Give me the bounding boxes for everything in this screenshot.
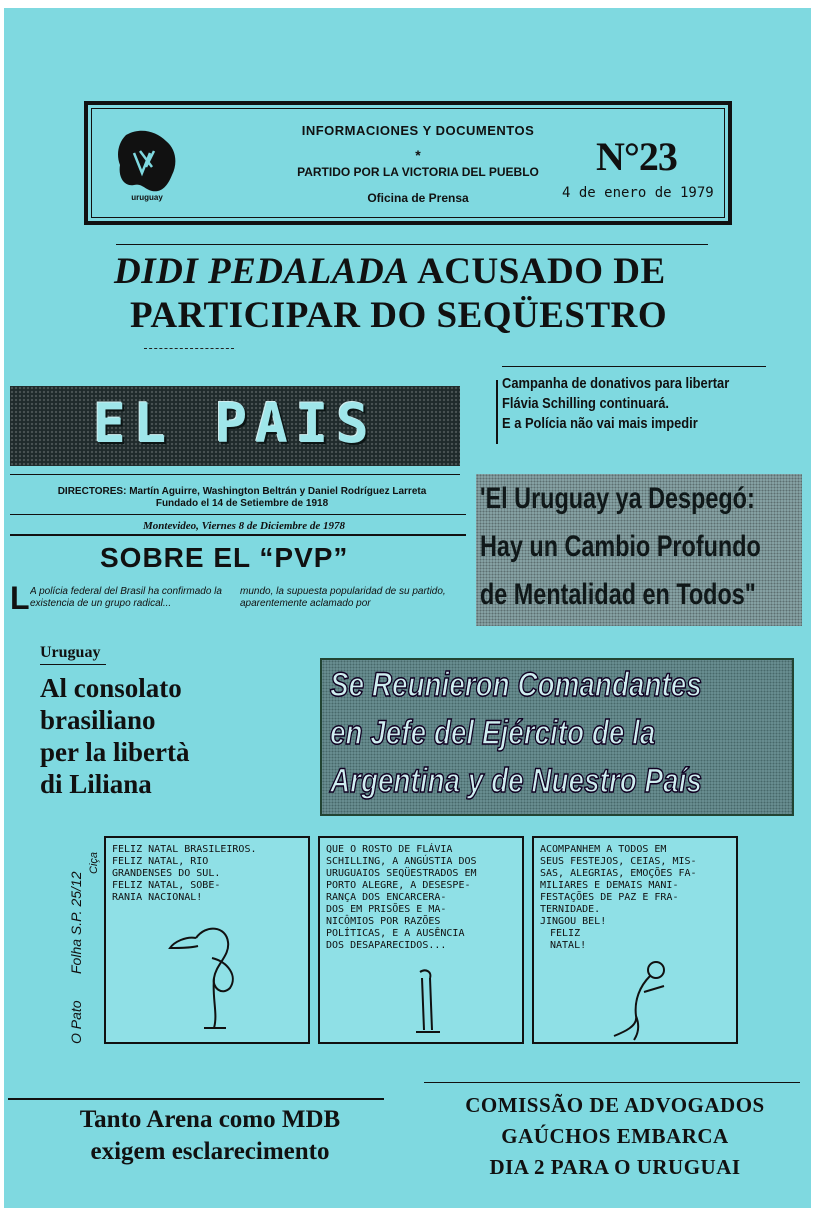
- bubble-line: FELIZ NATAL, RIO: [112, 856, 209, 867]
- comic-side-labels: [68, 844, 98, 1044]
- campanha-bar: [496, 380, 498, 444]
- sobre-pvp-headline: SOBRE EL “PVP”: [100, 542, 349, 573]
- bubble-line: DOS EM PRISÕES E MA-: [326, 904, 447, 915]
- bubble-line: FELIZ: [550, 928, 581, 939]
- article-column-b: mundo, la supuesta popularidad de su partido, aparentemente aclamado por: [240, 586, 446, 609]
- divider: [10, 474, 460, 475]
- bubble-line: ACOMPANHEM A TODOS EM: [540, 844, 667, 855]
- bubble-line: FESTAÇÕES DE PAZ E FRA-: [540, 892, 679, 903]
- campanha-line: Flávia Schilling continuará.: [502, 395, 670, 412]
- bubble-line: SAS, ALEGRIAS, EMOÇÕES FA-: [540, 868, 697, 879]
- divider: [116, 244, 708, 245]
- comissao-line: DIA 2 PARA O URUGUAI: [489, 1155, 741, 1179]
- comic-panel-2: [318, 836, 524, 1044]
- despego-line: 'El Uruguay ya Despegó:: [480, 482, 755, 515]
- comandantes-clipping: [320, 658, 794, 816]
- consolato-line: di Liliana: [40, 769, 152, 799]
- arena-headline: [30, 1104, 390, 1168]
- comandantes-line: en Jefe del Ejército de la: [330, 714, 656, 752]
- despego-clipping: [476, 474, 802, 626]
- comic-source: Folha S.P. 25/12: [68, 871, 84, 974]
- header-line-3: Oficina de Prensa: [367, 191, 469, 205]
- bubble-line: JINGOU BEL!: [540, 916, 607, 927]
- duck-character-icon: [594, 956, 684, 1042]
- divider: [40, 664, 106, 665]
- bubble-line: NATAL!: [550, 940, 587, 951]
- bubble-line: TERNIDADE.: [540, 904, 601, 915]
- pvp-logo-icon: [112, 127, 182, 197]
- el-pais-dateline: Montevideo, Viernes 8 de Diciembre de 1978: [143, 520, 345, 532]
- comandantes-line: Argentina y de Nuestro País: [330, 762, 702, 800]
- comic-strip: [100, 836, 804, 1046]
- header-star: *: [415, 147, 421, 163]
- bubble-line: FELIZ NATAL, SOBE-: [112, 880, 221, 891]
- comic-panel-1: [104, 836, 310, 1044]
- divider: [10, 534, 466, 536]
- despego-line: de Mentalidad en Todos": [480, 578, 756, 611]
- bubble-line: RANÇA DOS ENCARCERA-: [326, 892, 447, 903]
- consolato-line: brasiliano: [40, 705, 156, 735]
- didi-headline-italic: DIDI PEDALADA: [114, 251, 410, 292]
- campanha-line: Campanha de donativos para libertar: [502, 375, 730, 392]
- bubble-line: SCHILLING, A ANGÚSTIA DOS: [326, 856, 477, 867]
- bubble-line: DOS DESAPARECIDOS...: [326, 940, 447, 951]
- bubble-line: GRANDENSES DO SUL.: [112, 868, 221, 879]
- masthead-box: [84, 101, 732, 225]
- header-line-2: PARTIDO POR LA VICTORIA DEL PUEBLO: [297, 165, 539, 179]
- didi-headline-line-1: [114, 250, 666, 293]
- duck-character-icon: [400, 968, 450, 1038]
- document-page: [4, 8, 811, 1208]
- arena-line: Tanto Arena como MDB: [79, 1106, 341, 1133]
- didi-headline-rest: ACUSADO DE: [409, 251, 666, 292]
- comissao-line: GAÚCHOS EMBARCA: [501, 1124, 729, 1148]
- comic-credit: Ciça: [88, 851, 100, 874]
- issue-date: 4 de enero de 1979: [562, 185, 714, 201]
- divider: [10, 514, 466, 515]
- divider: [502, 366, 766, 367]
- consolato-headline: [40, 672, 189, 800]
- speech-bubble: [112, 844, 257, 904]
- divider: [144, 348, 234, 349]
- founded-line: Fundado el 14 de Setiembre de 1918: [155, 498, 329, 509]
- campanha-line: E a Polícia não vai mais impedir: [502, 415, 698, 432]
- arena-line: exigem esclarecimento: [90, 1138, 330, 1165]
- speech-bubble: [326, 844, 477, 952]
- comissao-line: COMISSÃO DE ADVOGADOS: [465, 1093, 765, 1117]
- didi-headline-line-2: PARTICIPAR DO SEQÜESTRO: [130, 295, 668, 336]
- bubble-line: QUE O ROSTO DE FLÁVIA: [326, 844, 453, 855]
- el-pais-masthead: [10, 386, 460, 466]
- bubble-line: RANIA NACIONAL!: [112, 892, 203, 903]
- consolato-line: Al consolato: [40, 673, 182, 703]
- bubble-line: URUGUAIOS SEQÜESTRADOS EM: [326, 868, 477, 879]
- duck-character-icon: [156, 918, 266, 1038]
- el-pais-title: EL PAIS: [93, 392, 377, 455]
- despego-line: Hay un Cambio Profundo: [480, 530, 761, 563]
- logo-label: uruguay: [131, 193, 163, 202]
- consolato-line: per la libertà: [40, 737, 190, 767]
- bubble-line: NICÔMIOS POR RAZÕES: [326, 916, 441, 927]
- bubble-line: PORTO ALEGRE, A DESESPE-: [326, 880, 471, 891]
- comic-title: O Pato: [68, 1000, 84, 1044]
- comissao-headline: [432, 1090, 798, 1183]
- bubble-line: FELIZ NATAL BRASILEIROS.: [112, 844, 257, 855]
- comic-panel-3: [532, 836, 738, 1044]
- bubble-line: POLÍTICAS, E A AUSÊNCIA: [326, 928, 465, 939]
- article-column-a: A polícia federal del Brasil ha confirmado la existencia de un grupo radical...: [30, 586, 222, 609]
- directors-line: DIRECTORES: Martín Aguirre, Washington Beltrán y Daniel Rodríguez Larreta: [57, 486, 427, 497]
- uruguay-tag: Uruguay: [40, 644, 101, 661]
- divider: [424, 1082, 800, 1083]
- bubble-line: SEUS FESTEJOS, CEIAS, MIS-: [540, 856, 697, 867]
- speech-bubble: [540, 844, 697, 952]
- campanha-headline: [502, 374, 760, 434]
- el-pais-directors: [22, 486, 462, 510]
- issue-number: N°23: [596, 134, 677, 179]
- bubble-line: MILIARES E DEMAIS MANI-: [540, 880, 679, 891]
- drop-cap: L: [10, 580, 30, 616]
- header-line-1: INFORMACIONES Y DOCUMENTOS: [301, 123, 535, 138]
- comandantes-line: Se Reunieron Comandantes: [330, 666, 702, 704]
- divider: [8, 1098, 384, 1100]
